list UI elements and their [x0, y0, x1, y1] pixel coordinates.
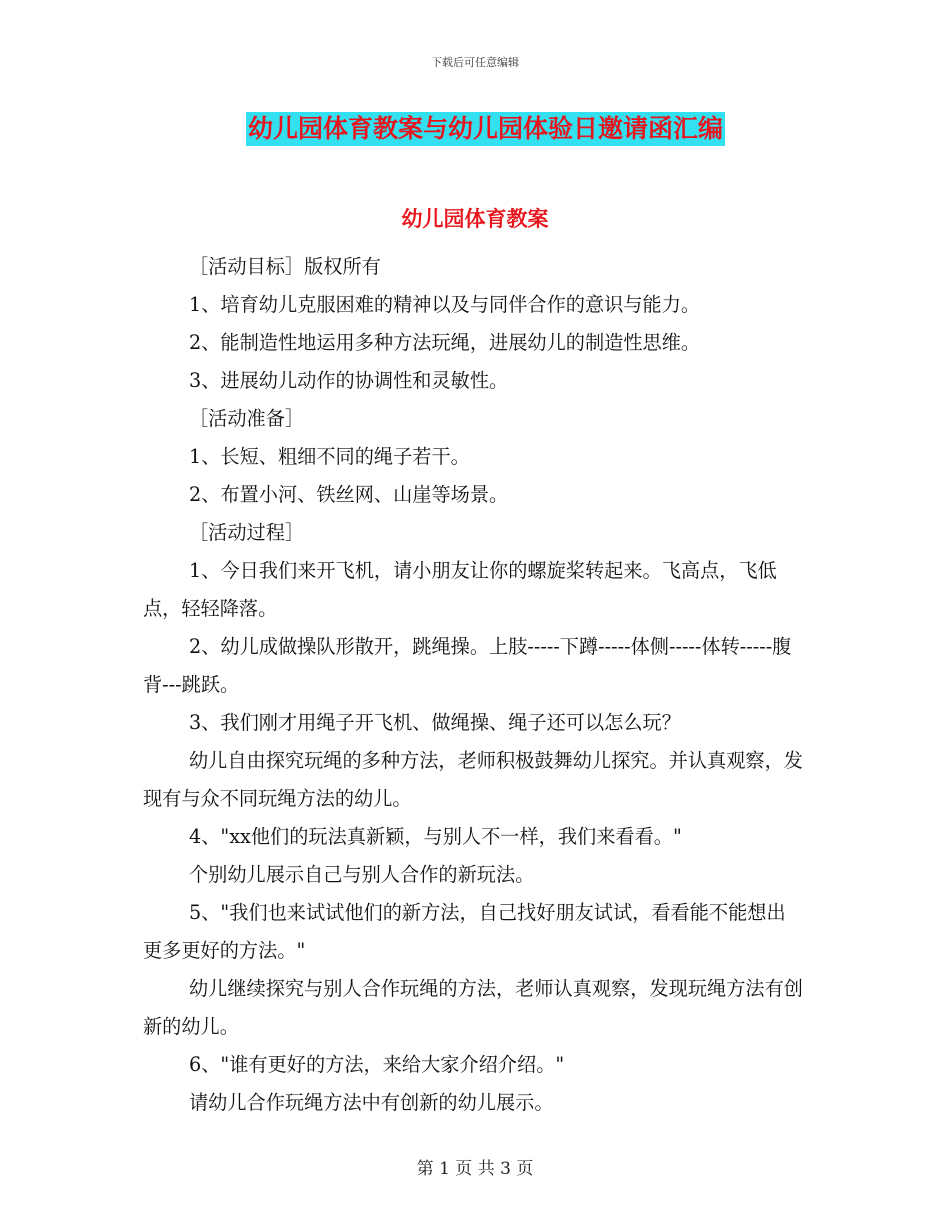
body-content — [143, 248, 803, 1122]
paragraph: 1、今日我们来开飞机，请小朋友让你的螺旋桨转起来。飞高点，飞低点，轻轻降落。 — [143, 559, 777, 620]
paragraph: ［活动过程］ — [189, 521, 305, 544]
paragraph: 1、长短、粗细不同的绳子若干。 — [189, 445, 470, 468]
page-footer-indicator: 第 1 页 共 3 页 — [416, 1159, 534, 1179]
paragraph: 1、培育幼儿克服困难的精神以及与同伴合作的意识与能力。 — [189, 293, 701, 316]
paragraph: 3、我们刚才用绳子开飞机、做绳操、绳子还可以怎么玩？ — [189, 711, 681, 734]
paragraph: 5、"我们也来试试他们的新方法，自己找好朋友试试，看看能不能想出更多更好的方法。" — [143, 901, 786, 962]
paragraph: 幼儿继续探究与别人合作玩绳的方法，老师认真观察，发现玩绳方法有创新的幼儿。 — [143, 977, 803, 1038]
document-title: 幼儿园体育教案与幼儿园体验日邀请函汇编 — [246, 112, 725, 146]
paragraph: 请幼儿合作玩绳方法中有创新的幼儿展示。 — [189, 1091, 554, 1114]
paragraph: ［活动准备］ — [189, 407, 305, 430]
paragraph: 3、进展幼儿动作的协调性和灵敏性。 — [189, 369, 509, 392]
section-title: 幼儿园体育教案 — [401, 207, 549, 231]
paragraph: 2、布置小河、铁丝网、山崖等场景。 — [189, 483, 509, 506]
paragraph: 6、"谁有更好的方法，来给大家介绍介绍。" — [189, 1053, 565, 1076]
paragraph: 2、能制造性地运用多种方法玩绳，进展幼儿的制造性思维。 — [189, 331, 701, 354]
paragraph: 2、幼儿成做操队形散开，跳绳操。上肢-----下蹲-----体侧-----体转-----腹背---跳跃。 — [143, 635, 792, 696]
paragraph: 幼儿自由探究玩绳的多种方法，老师积极鼓舞幼儿探究。并认真观察，发现有与众不同玩绳方法的幼儿。 — [143, 749, 803, 810]
paragraph: ［活动目标］版权所有 — [189, 255, 381, 278]
paragraph: 个别幼儿展示自己与别人合作的新玩法。 — [189, 863, 535, 886]
paragraph: 4、"xx他们的玩法真新颖，与别人不一样，我们来看看。" — [189, 825, 682, 848]
page-header-note: 下载后可任意编辑 — [431, 56, 519, 69]
